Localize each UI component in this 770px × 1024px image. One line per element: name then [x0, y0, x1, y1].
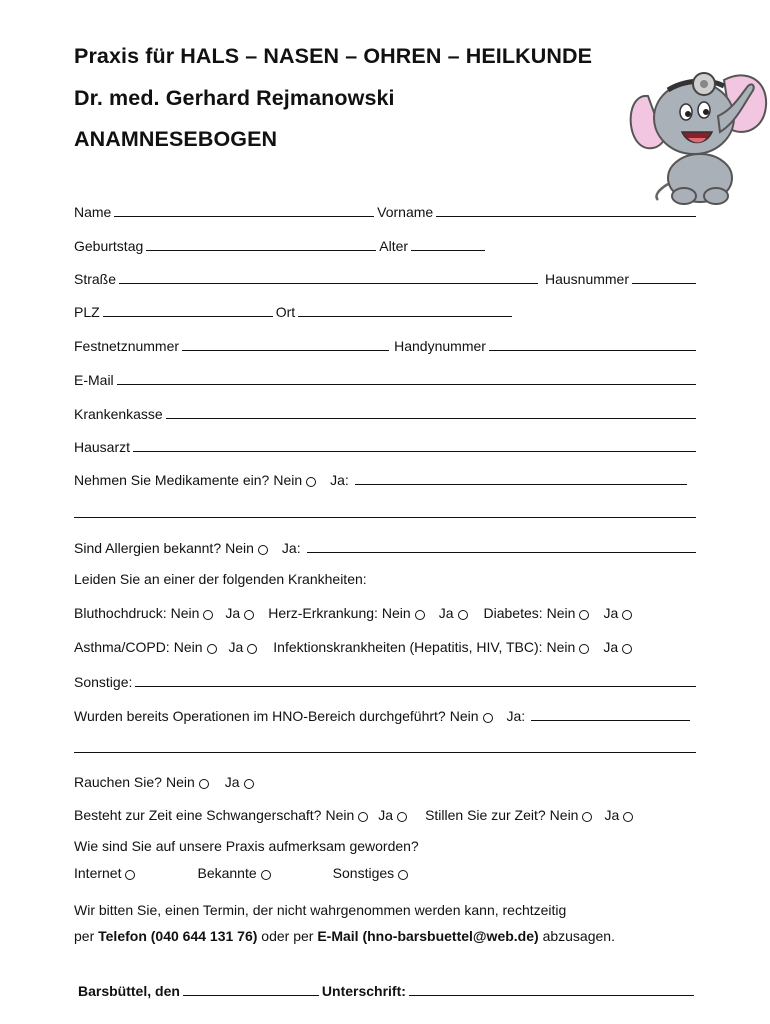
ort-datum-label: Barsbüttel, den [78, 983, 180, 999]
krankheiten-intro: Leiden Sie an einer der folgenden Krankheiten: [74, 571, 367, 587]
handy-field[interactable] [489, 350, 696, 351]
schwanger-nein-radio[interactable] [358, 812, 368, 822]
schwanger-nein-label: Nein [325, 807, 355, 823]
krankenkasse-field[interactable] [166, 418, 696, 419]
infektion-ja-label: Ja [603, 639, 619, 655]
sonstiges-label: Sonstiges [332, 865, 395, 881]
handy-label: Handynummer [394, 338, 486, 354]
geburtstag-label: Geburtstag [74, 238, 144, 254]
sonstiges-radio[interactable] [398, 870, 408, 880]
vorname-label: Vorname [377, 204, 434, 220]
strasse-label: Straße [74, 271, 117, 287]
medikamente-extra-line[interactable] [74, 517, 696, 518]
allergien-question: Sind Allergien bekannt? [74, 540, 222, 556]
diabetes-ja-label: Ja [603, 605, 619, 621]
hausnummer-label: Hausnummer [544, 271, 629, 287]
schwanger-row [74, 803, 696, 823]
operationen-nein-radio[interactable] [483, 713, 493, 723]
geburtstag-field[interactable] [146, 250, 376, 251]
herz-nein-radio[interactable] [415, 610, 425, 620]
aufmerksam-options-row [74, 861, 696, 881]
signature-row [78, 979, 694, 999]
elephant-doctor-mascot [628, 66, 768, 206]
allergien-nein-radio[interactable] [258, 545, 268, 555]
diabetes-nein-radio[interactable] [579, 610, 589, 620]
medikamente-nein-label: Nein [273, 472, 303, 488]
datum-field[interactable] [183, 995, 319, 996]
geburtstag-row [74, 234, 696, 254]
strasse-row [74, 267, 696, 287]
bekannte-radio[interactable] [261, 870, 271, 880]
email-label: E-Mail [74, 372, 114, 388]
festnetz-field[interactable] [182, 350, 389, 351]
rauchen-ja-radio[interactable] [244, 779, 254, 789]
notice-abzusagen: abzusagen. [542, 928, 615, 944]
operationen-extra-line[interactable] [74, 752, 696, 753]
herz-ja-radio[interactable] [458, 610, 468, 620]
stillen-question: Stillen Sie zur Zeit? [425, 807, 546, 823]
asthma-nein-label: Nein [173, 639, 203, 655]
diabetes-ja-radio[interactable] [622, 610, 632, 620]
name-row [74, 200, 696, 220]
email-row [74, 368, 696, 388]
plz-field[interactable] [103, 316, 273, 317]
asthma-nein-radio[interactable] [207, 644, 217, 654]
stillen-ja-radio[interactable] [623, 812, 633, 822]
operationen-question: Wurden bereits Operationen im HNO-Bereich durchgeführt? [74, 708, 446, 724]
ort-field[interactable] [298, 316, 512, 317]
herz-ja-label: Ja [438, 605, 454, 621]
hausnummer-field[interactable] [632, 283, 696, 284]
krankheiten-row-1 [74, 601, 696, 621]
internet-radio[interactable] [125, 870, 135, 880]
unterschrift-field[interactable] [409, 995, 694, 996]
vorname-field[interactable] [436, 216, 696, 217]
asthma-label: Asthma/COPD: [74, 639, 170, 655]
medikamente-row [74, 468, 690, 488]
allergien-ja-label: Ja: [281, 540, 301, 556]
hausarzt-row [74, 435, 696, 455]
name-label: Name [74, 204, 112, 220]
hausarzt-field[interactable] [133, 451, 696, 452]
herz-label: Herz-Erkrankung: [268, 605, 378, 621]
email-field[interactable] [117, 384, 696, 385]
notice-line-1: Wir bitten Sie, einen Termin, der nicht wahrgenommen werden kann, rechtzeitig [74, 902, 567, 918]
medikamente-nein-radio[interactable] [306, 477, 316, 487]
operationen-nein-label: Nein [449, 708, 479, 724]
schwanger-ja-label: Ja [378, 807, 394, 823]
infektion-label: Infektionskrankheiten (Hepatitis, HIV, TBC): [273, 639, 543, 655]
notice-per: per [74, 928, 95, 944]
rauchen-row [74, 770, 696, 790]
stillen-nein-label: Nein [549, 807, 579, 823]
ort-label: Ort [275, 304, 296, 320]
notice-line-2 [74, 928, 615, 944]
internet-label: Internet [74, 865, 122, 881]
rauchen-nein-radio[interactable] [199, 779, 209, 789]
schwanger-ja-radio[interactable] [397, 812, 407, 822]
allergien-nein-label: Nein [225, 540, 254, 556]
aufmerksam-question: Wie sind Sie auf unsere Praxis aufmerksam geworden? [74, 838, 419, 854]
festnetz-label: Festnetznummer [74, 338, 180, 354]
bluthochdruck-label: Bluthochdruck: [74, 605, 167, 621]
stillen-ja-label: Ja [604, 807, 620, 823]
operationen-field[interactable] [531, 720, 690, 721]
plz-label: PLZ [74, 304, 100, 320]
notice-email: E-Mail (hno-barsbuettel@web.de) [317, 928, 539, 944]
telefon-row [74, 334, 696, 354]
sonstige-field[interactable] [135, 686, 696, 687]
asthma-ja-radio[interactable] [247, 644, 257, 654]
krankenkasse-label: Krankenkasse [74, 406, 163, 422]
krankheiten-row-2 [74, 635, 696, 655]
krankenkasse-row [74, 402, 696, 422]
alter-field[interactable] [411, 250, 485, 251]
infektion-nein-radio[interactable] [579, 644, 589, 654]
medikamente-field[interactable] [355, 484, 687, 485]
operationen-row [74, 704, 690, 724]
allergien-row [74, 536, 696, 556]
rauchen-nein-label: Nein [165, 774, 195, 790]
bluthochdruck-nein-label: Nein [170, 605, 200, 621]
form-title: ANAMNESEBOGEN [74, 127, 278, 151]
infektion-ja-radio[interactable] [622, 644, 632, 654]
name-field[interactable] [114, 216, 374, 217]
bluthochdruck-ja-radio[interactable] [244, 610, 254, 620]
strasse-field[interactable] [119, 283, 538, 284]
bluthochdruck-ja-label: Ja [225, 605, 241, 621]
allergien-field[interactable] [307, 552, 696, 553]
operationen-ja-label: Ja: [506, 708, 526, 724]
notice-oder-per: oder per [261, 928, 314, 944]
notice-telefon: Telefon (040 644 131 76) [98, 928, 258, 944]
stillen-nein-radio[interactable] [582, 812, 592, 822]
herz-nein-label: Nein [381, 605, 411, 621]
diabetes-nein-label: Nein [546, 605, 576, 621]
alter-label: Alter [379, 238, 409, 254]
practice-title: Praxis für HALS – NASEN – OHREN – HEILKUNDE [74, 44, 593, 68]
medikamente-question: Nehmen Sie Medikamente ein? [74, 472, 270, 488]
unterschrift-label: Unterschrift: [321, 983, 406, 999]
bluthochdruck-nein-radio[interactable] [203, 610, 213, 620]
asthma-ja-label: Ja [228, 639, 244, 655]
rauchen-question: Rauchen Sie? [74, 774, 162, 790]
schwanger-question: Besteht zur Zeit eine Schwangerschaft? [74, 807, 322, 823]
bekannte-label: Bekannte [197, 865, 257, 881]
doctor-name: Dr. med. Gerhard Rejmanowski [74, 86, 395, 110]
hausarzt-label: Hausarzt [74, 439, 131, 455]
sonstige-row [74, 670, 696, 690]
rauchen-ja-label: Ja [224, 774, 240, 790]
plz-row [74, 300, 696, 320]
sonstige-label: Sonstige: [74, 674, 133, 690]
infektion-nein-label: Nein [546, 639, 576, 655]
medikamente-ja-label: Ja: [330, 472, 349, 488]
diabetes-label: Diabetes: [483, 605, 543, 621]
